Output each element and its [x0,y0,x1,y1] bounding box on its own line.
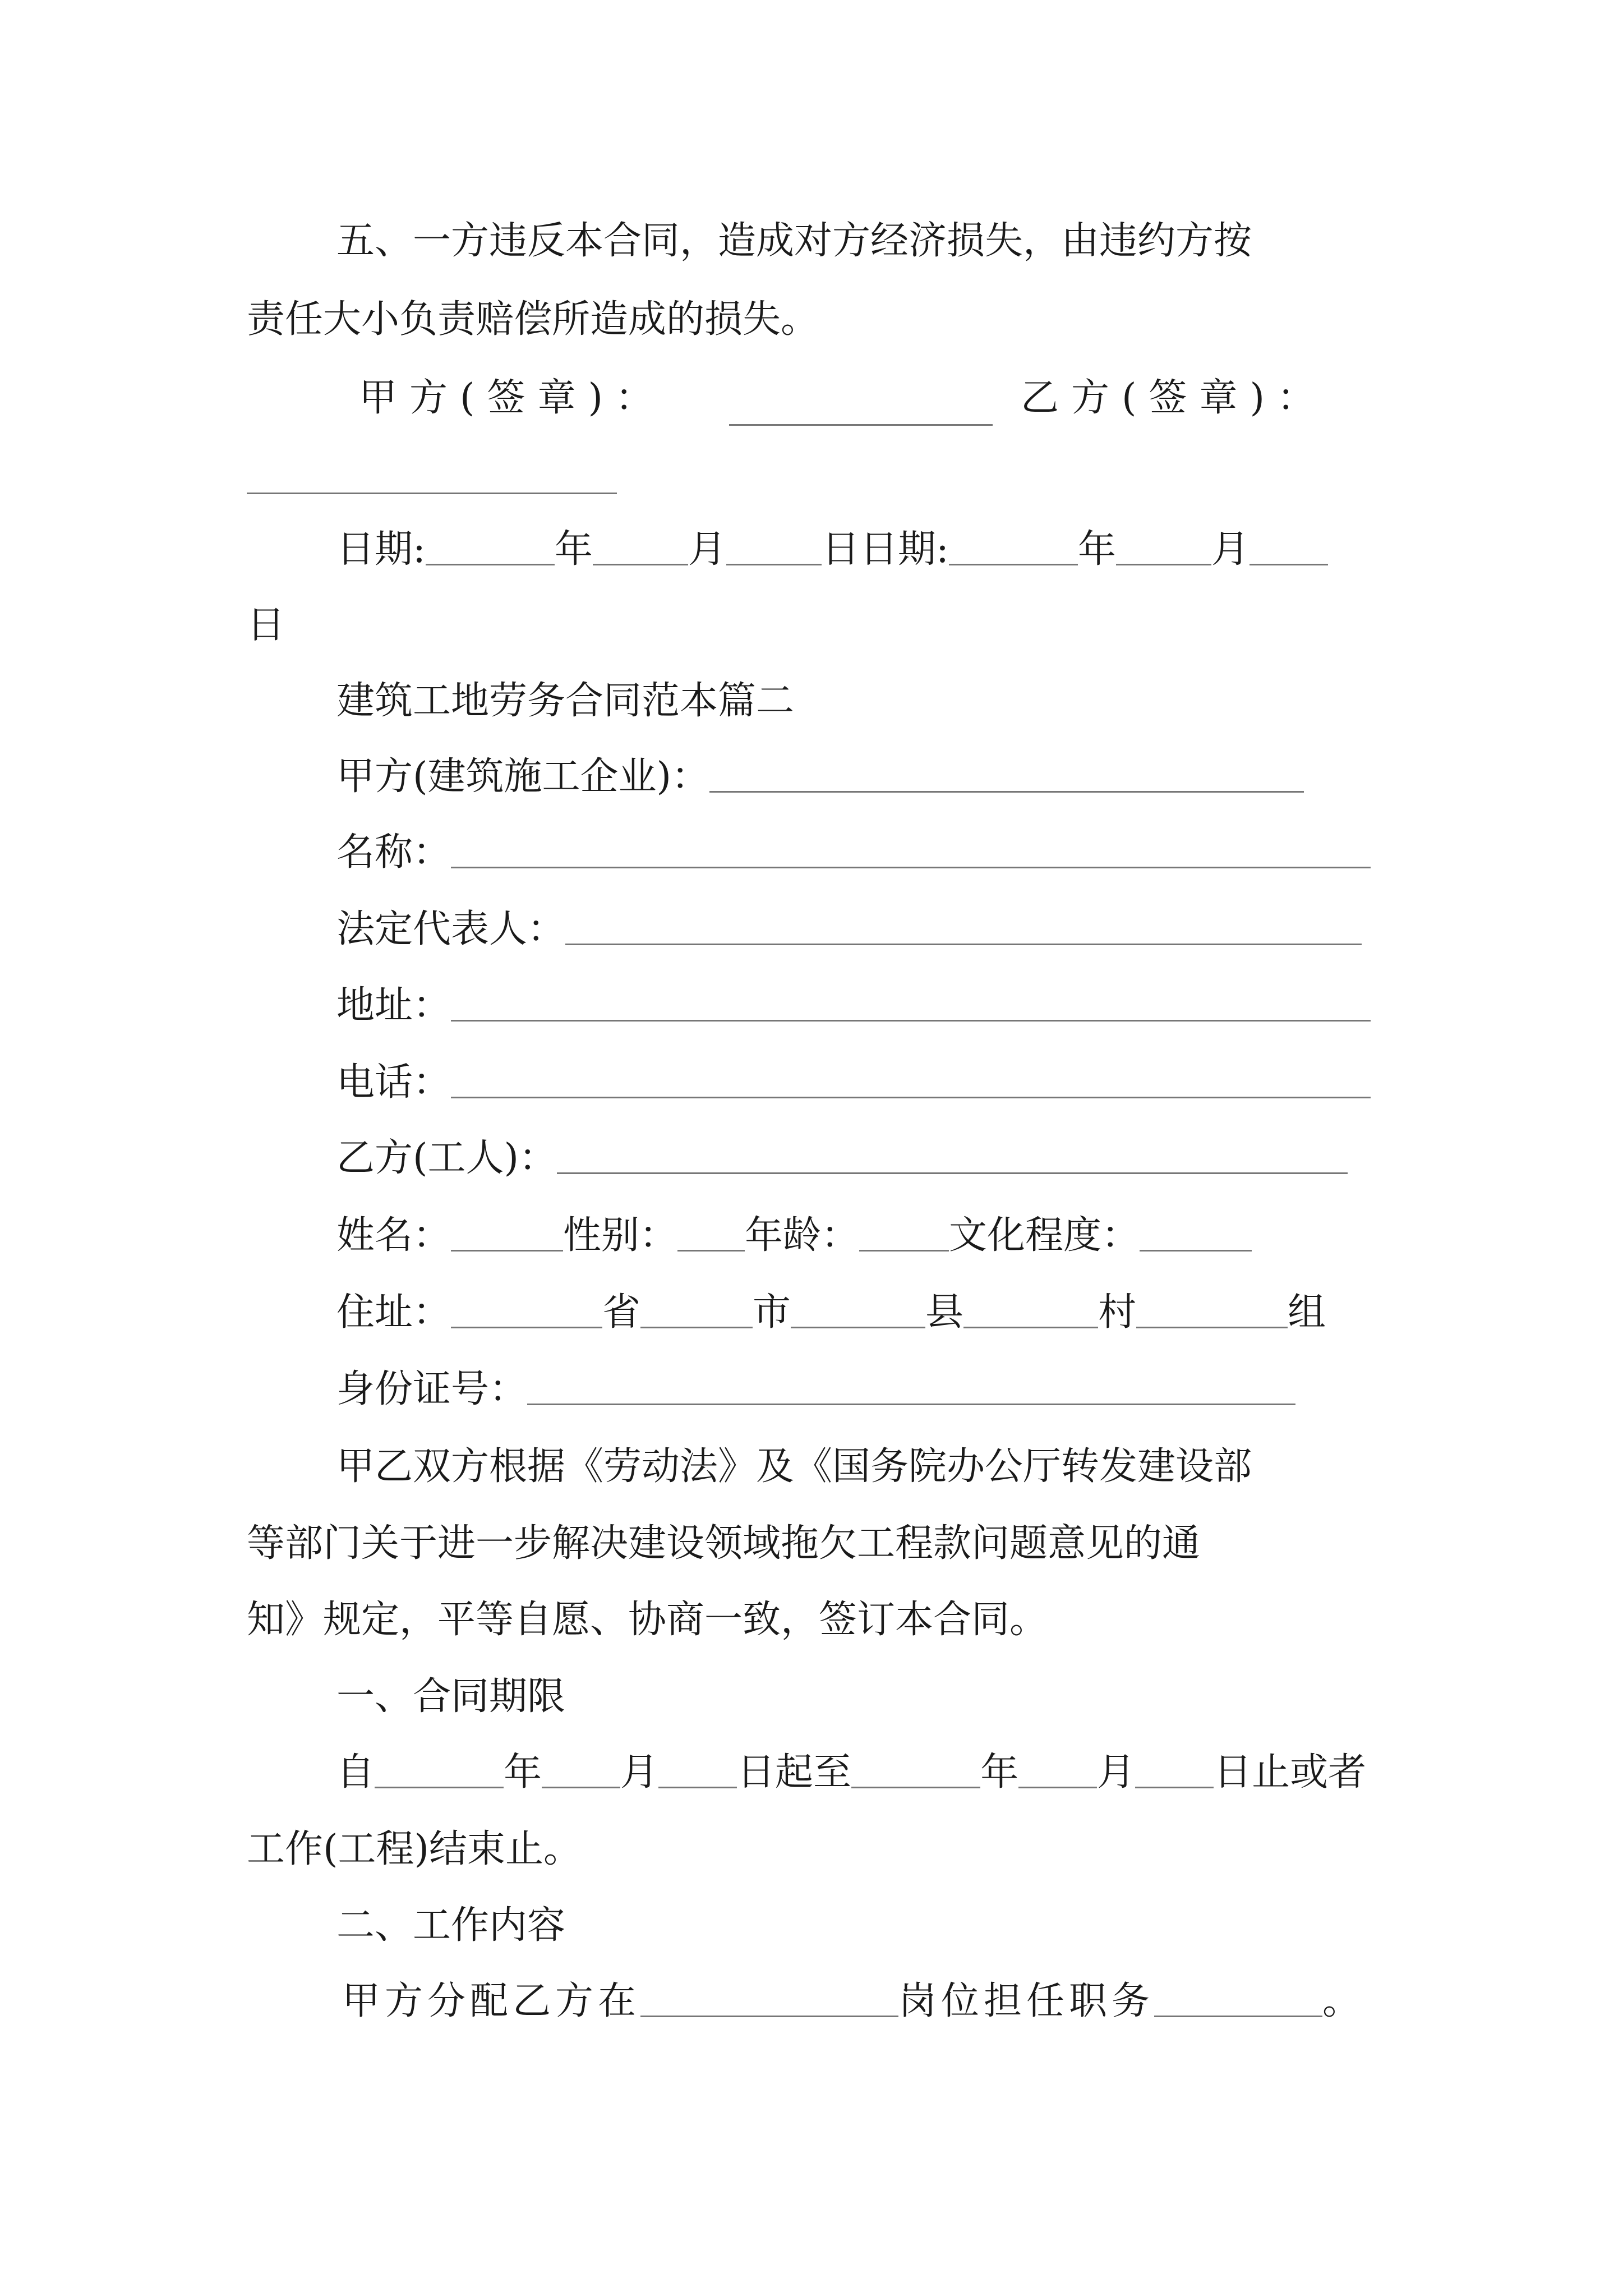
village-blank[interactable] [963,1295,1098,1328]
term-heading: 一、合同期限 [336,1674,566,1719]
day-label-a: 日 [821,527,860,572]
month-label-b: 月 [1211,527,1249,572]
clause5-text-2: 责任大小负责赔偿所造成的损失。 [247,297,819,342]
party-b-name-label: 姓名： [336,1213,451,1258]
term-to-month-label: 月 [1097,1750,1136,1795]
party-b-sign-label: 乙方(签章)： [1021,376,1328,420]
preamble-text-3: 知》规定，平等自愿、协商一致，签订本合同。 [247,1598,1048,1642]
year-label-a: 年 [554,527,593,572]
group-blank[interactable] [1136,1295,1288,1328]
term-to-day-label: 日止或者 [1214,1750,1367,1795]
party-b-age-label: 年龄： [745,1213,860,1258]
work-assign-label: 甲方分配乙方在 [342,1979,641,2023]
term-from-day-label: 日起至 [737,1750,852,1795]
party-a-legal-rep-row [336,907,1362,952]
preamble-text-2: 等部门关于进一步解决建设领域拖欠工程款问题意见的通 [247,1521,1201,1566]
day-blank-b[interactable] [1249,532,1328,565]
day-label-b: 日 [247,603,285,647]
year-label-b: 年 [1077,527,1116,572]
date-row-wrap [247,603,285,648]
signature-row-b [1021,376,1327,421]
term-heading-row [336,1674,565,1719]
party-a-phone-blank[interactable] [451,1065,1371,1098]
term-from-day-blank[interactable] [658,1755,737,1788]
section-title [336,679,794,724]
party-b-age-blank[interactable] [859,1218,949,1251]
party-b-id-blank[interactable] [527,1372,1295,1405]
province-blank[interactable] [451,1295,602,1328]
day-blank-a[interactable] [726,532,822,565]
party-b-heading-blank[interactable] [557,1141,1348,1174]
party-a-name-blank[interactable] [451,835,1371,868]
city-label: 市 [753,1290,791,1335]
party-b-residence-row [336,1290,1326,1335]
term-from-month-label: 月 [620,1750,659,1795]
party-b-gender-label: 性别： [563,1213,678,1258]
party-a-legal-rep-blank[interactable] [565,912,1362,945]
work-heading-row [336,1903,565,1948]
party-a-sign-blank[interactable] [729,393,993,426]
party-a-name-label: 名称： [336,830,451,875]
group-label: 组 [1288,1290,1326,1335]
term-to-day-blank[interactable] [1135,1755,1214,1788]
party-b-heading-row [336,1136,1348,1181]
date-label-a: 日期: [336,527,426,572]
term-end-text: 工作(工程)结束止。 [247,1827,582,1871]
term-from-year-label: 年 [504,1750,542,1795]
preamble-line3 [247,1598,1048,1642]
party-b-residence-label: 住址： [336,1290,451,1335]
party-a-address-blank[interactable] [451,988,1371,1022]
party-b-id-row [336,1367,1295,1412]
work-post-blank[interactable] [640,1984,898,2017]
term-line2 [247,1827,582,1872]
term-to-year-label: 年 [980,1750,1019,1795]
party-b-id-label: 身份证号： [336,1367,528,1411]
term-from-label: 自 [336,1750,375,1795]
clause5-line2 [247,297,819,342]
party-a-phone-row [336,1060,1371,1105]
party-b-heading: 乙方(工人)： [336,1136,557,1180]
preamble-text-1: 甲乙双方根据《劳动法》及《国务院办公厅转发建设部 [336,1444,1252,1489]
term-from-month-blank[interactable] [542,1755,620,1788]
term-from-year-blank[interactable] [375,1755,504,1788]
section-title-text: 建筑工地劳务合同范本篇二 [336,679,795,723]
party-b-education-label: 文化程度： [949,1213,1140,1258]
party-a-name-row [336,830,1371,875]
work-heading: 二、工作内容 [336,1903,566,1948]
party-a-address-row [336,983,1371,1028]
clause5-line1 [336,219,1252,264]
year-blank-b[interactable] [949,532,1078,565]
party-a-address-label: 地址： [336,983,451,1028]
county-label: 县 [925,1290,964,1335]
party-a-heading: 甲方(建筑施工企业)： [336,754,710,799]
preamble-line1 [336,1444,1252,1489]
party-a-heading-row [336,754,1304,799]
party-b-sign-blank[interactable] [247,461,617,494]
year-blank-a[interactable] [426,532,555,565]
party-a-phone-label: 电话： [336,1060,451,1105]
party-b-education-blank[interactable] [1140,1218,1252,1251]
work-duty-blank[interactable] [1154,1984,1322,2017]
work-period: 。 [1322,1979,1366,2023]
preamble-line2 [247,1521,1200,1566]
province-label: 省 [602,1290,641,1335]
party-b-name-blank[interactable] [451,1218,563,1251]
party-b-gender-blank[interactable] [677,1218,745,1251]
clause5-text-1: 五、一方违反本合同，造成对方经济损失，由违约方按 [336,219,1252,263]
date-row [336,527,1328,572]
party-a-heading-blank[interactable] [709,760,1304,793]
work-assign-row [342,1979,1365,2024]
city-blank[interactable] [640,1295,753,1328]
party-a-legal-rep-label: 法定代表人： [336,907,566,951]
month-blank-b[interactable] [1116,532,1211,565]
work-post-label: 岗位担任职务 [898,1979,1155,2023]
party-a-sign-label: 甲方(签章)： [359,376,666,420]
signature-row [359,376,666,421]
date-label-b: 日期: [859,527,949,572]
term-dates-row [336,1750,1366,1795]
term-to-month-blank[interactable] [1018,1755,1097,1788]
term-to-year-blank[interactable] [851,1755,980,1788]
county-blank[interactable] [791,1295,925,1328]
village-label: 村 [1098,1290,1137,1335]
month-label-a: 月 [688,527,726,572]
month-blank-a[interactable] [593,532,688,565]
party-b-personal-row [336,1213,1252,1258]
